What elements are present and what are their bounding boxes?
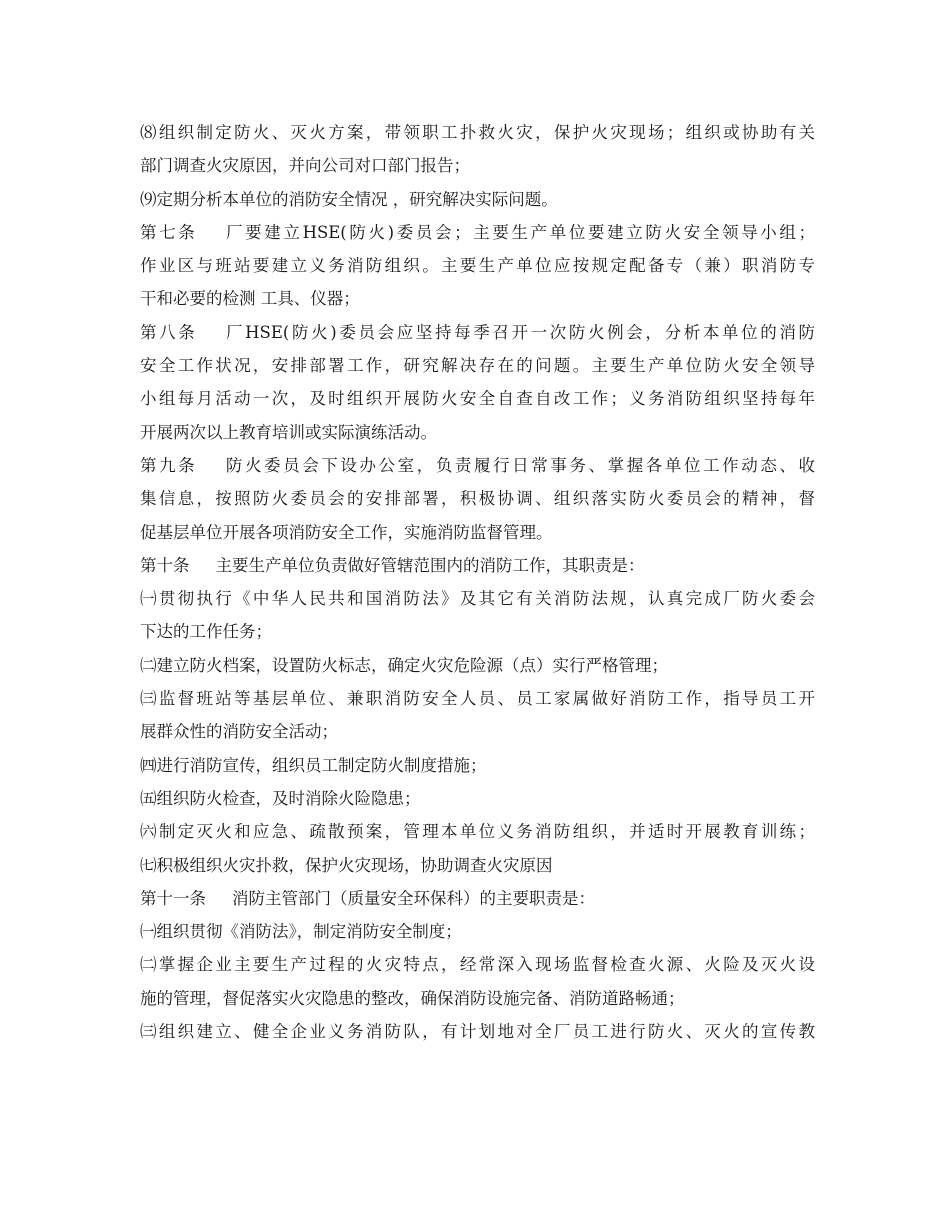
- text-line: 下达的工作任务；: [140, 622, 272, 642]
- list-item: ㈤组织防火检查，及时消除火险隐患；: [140, 788, 421, 808]
- article-text: 消防主管部门（质量安全环保科）的主要职责是：: [232, 888, 595, 908]
- article-10-line: [140, 549, 815, 582]
- text-line: 开展两次以上教育培训或实际演练活动。: [140, 422, 437, 442]
- article-label: 第十条: [140, 555, 190, 575]
- article-8-line: [140, 316, 815, 349]
- text-line: 部门调查火灾原因，并向公司对口部门报告；: [140, 156, 470, 176]
- text-line: 干和必要的检测 工具、仪器；: [140, 289, 360, 309]
- list-item: ㈠组织贯彻《消防法》，制定消防安全制度；: [140, 922, 462, 942]
- text-line: 施的管理，督促落实火灾隐患的整改，确保消防设施完备、消防道路畅通；: [140, 988, 685, 1008]
- article-text: 防火委员会下设办公室，负责履行日常事务、掌握各单位工作动态、收: [223, 455, 815, 475]
- document-body: [140, 116, 815, 1048]
- article-7-line: [140, 216, 815, 249]
- article-11-line: [140, 882, 815, 915]
- list-item: ㈡掌握企业主要生产过程的火灾特点，经常深入现场监督检查火源、火险及灭火设: [140, 955, 815, 975]
- text-line: 集信息，按照防火委员会的安排部署，积极协调、组织落实防火委员会的精神，督: [140, 489, 815, 509]
- article-label: 第八条: [140, 322, 198, 342]
- article-label: 第七条: [140, 222, 198, 242]
- text-line: 小组每月活动一次，及时组织开展防火安全自查自改工作；义务消防组织坚持每年: [140, 389, 815, 409]
- text-line: ⑼定期分析本单位的消防安全情况 ，研究解决实际问题。: [140, 189, 558, 209]
- text-line: 展群众性的消防安全活动；: [140, 722, 338, 742]
- text-line: ⑻组织制定防火、灭火方案，带领职工扑救火灾，保护火灾现场；组织或协助有关: [140, 123, 815, 142]
- list-item: ㈢组织建立、健全企业义务消防队，有计划地对全厂员工进行防火、灭火的宣传教: [140, 1022, 815, 1042]
- list-item: ㈣进行消防宣传，组织员工制定防火制度措施；: [140, 755, 487, 775]
- article-label: 第十一条: [140, 888, 206, 908]
- article-text: 厂要建立HSE(防火)委员会；主要生产单位要建立防火安全领导小组；: [223, 222, 815, 242]
- list-item: ㈠贯彻执行《中华人民共和国消防法》及其它有关消防法规，认真完成厂防火委会: [140, 589, 815, 609]
- article-text: 厂HSE(防火)委员会应坚持每季召开一次防火例会，分析本单位的消防: [223, 322, 815, 342]
- article-text: 主要生产单位负责做好管辖范围内的消防工作，其职责是：: [215, 555, 645, 575]
- text-line: 促基层单位开展各项消防安全工作，实施消防监督管理。: [140, 522, 553, 542]
- list-item: ㈢监督班站等基层单位、兼职消防安全人员、员工家属做好消防工作，指导员工开: [140, 689, 815, 709]
- article-9-line: [140, 449, 815, 482]
- list-item: ㈥制定灭火和应急、疏散预案，管理本单位义务消防组织，并适时开展教育训练；: [140, 822, 815, 842]
- text-line: 安全工作状况，安排部署工作，研究解决存在的问题。主要生产单位防火安全领导: [140, 356, 815, 376]
- article-label: 第九条: [140, 455, 198, 475]
- list-item: ㈦积极组织火灾扑救，保护火灾现场，协助调查火灾原因: [140, 855, 553, 875]
- list-item: ㈡建立防火档案，设置防火标志，确定火灾危险源（点）实行严格管理；: [140, 655, 668, 675]
- text-line: 作业区与班站要建立义务消防组织。主要生产单位应按规定配备专（兼）职消防专: [140, 256, 815, 276]
